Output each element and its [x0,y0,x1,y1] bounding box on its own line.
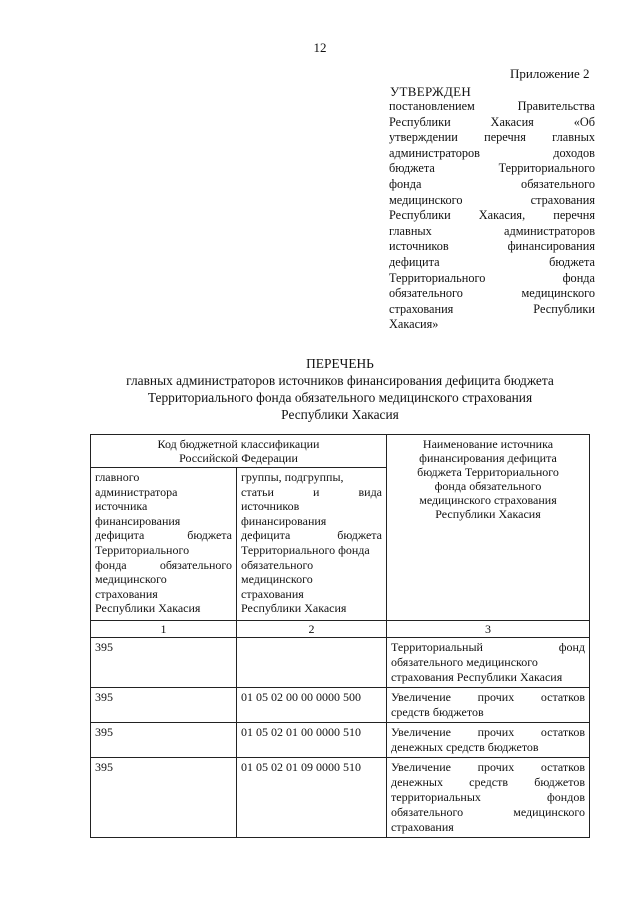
table-row [91,638,590,688]
name-header-line: Республики Хакасия [435,507,541,521]
name-header-line: медицинского страхования [419,493,557,507]
decree-line: обязательного медицинского [389,286,595,301]
decree-line: главных администраторов [389,223,595,238]
source-name-line: территориальных фондов [391,790,585,804]
source-name-line: обязательного медицинского [391,805,585,819]
table-row [91,723,590,758]
decree-line: Хакасия» [389,317,439,332]
column-number: 3 [387,621,590,638]
admin-header-line: администратора [95,484,178,499]
group-header-line: Территориального фонда [241,542,370,557]
source-name-cell [387,758,590,838]
source-name-line: денежных средств бюджетов [391,740,539,754]
name-header [387,435,590,621]
source-name-cell [387,688,590,723]
source-name-line: обязательного медицинского [391,655,538,669]
name-header-line: фонда обязательного [434,479,542,493]
admin-header-line: страхования [95,586,158,601]
column-number-row [91,621,590,638]
source-name-line: Увеличение прочих остатков [391,690,585,704]
title-line: Территориального фонда обязательного медицинского страхования [147,390,533,405]
decree-line: дефицита бюджета [389,254,595,269]
name-header-line: бюджета Территориального [417,465,559,479]
admin-header-line: Территориального [95,542,190,557]
source-name-line: Увеличение прочих остатков [391,760,585,774]
group-header-line: обязательного [241,557,314,572]
table-row [91,688,590,723]
title-heading: ПЕРЕЧЕНЬ [306,356,374,371]
source-name-line: средств бюджетов [391,705,484,719]
admin-header-line: медицинского [95,572,167,587]
admin-header-line: Республики Хакасия [95,601,201,616]
group-header-line: дефицита бюджета [241,528,382,543]
group-header-line: финансирования [241,513,327,528]
group-header-line: страхования [241,586,304,601]
source-code-cell: 01 05 02 01 09 0000 510 [237,758,387,838]
group-header-line: медицинского [241,572,313,587]
decree-line: Республики Хакасия, перечня [389,208,595,223]
admin-header-line: фонда обязательного [95,557,232,572]
title-line: главных администраторов источников финансирования дефицита бюджета [126,373,554,388]
group-header [237,468,387,621]
source-name-line: страхования Республики Хакасия [391,670,563,684]
source-name-line: Территориальный фонд [391,640,585,654]
page-number: 12 [313,40,327,55]
source-name-cell [387,723,590,758]
decree-line: страхования Республики [389,301,595,316]
name-header-line: финансирования дефицита [419,451,557,465]
source-name-cell [387,638,590,688]
sources-table [90,434,590,838]
source-code-cell [237,638,387,688]
decree-line: Республики Хакасия «Об [389,114,595,129]
decree-line: Территориального фонда [389,270,595,285]
admin-code-cell: 395 [91,758,237,838]
group-header-line: источников [241,499,300,514]
admin-code-cell: 395 [91,638,237,688]
decree-line: постановлением Правительства [389,99,595,113]
admin-header-line: источника [95,499,148,514]
table-row [91,758,590,838]
decree-line: утверждении перечня главных [389,130,595,145]
title-line: Республики Хакасия [281,407,399,422]
decree-line: администраторов доходов [389,145,595,160]
admin-header-line: главного [95,470,140,484]
decree-line: источников финансирования [389,239,595,254]
column-number: 2 [237,621,387,638]
column-number: 1 [91,621,237,638]
admin-header-line: дефицита бюджета [95,528,232,543]
code-header [91,435,387,468]
group-header-line: группы, подгруппы, [241,470,344,484]
decree-line: бюджета Территориального [389,161,595,176]
admin-header-line: финансирования [95,513,181,528]
admin-header [91,468,237,621]
decree-text [389,99,595,333]
code-header-line: Код бюджетной классификации [157,437,320,451]
decree-line: фонда обязательного [389,176,595,191]
admin-code-cell: 395 [91,688,237,723]
source-code-cell: 01 05 02 00 00 0000 500 [237,688,387,723]
decree-line: медицинского страхования [389,192,595,207]
source-code-cell: 01 05 02 01 00 0000 510 [237,723,387,758]
group-header-line: Республики Хакасия [241,601,347,616]
source-name-line: страхования [391,820,454,834]
approved-label: УТВЕРЖДЕН [390,84,472,99]
group-header-line: статьи и вида [241,484,382,499]
code-header-line: Российской Федерации [179,451,298,465]
name-header-line: Наименование источника [422,437,554,451]
source-name-line: Увеличение прочих остатков [391,725,585,739]
source-name-line: денежных средств бюджетов [391,775,585,789]
admin-code-cell: 395 [91,723,237,758]
appendix-label: Приложение 2 [510,66,590,81]
document-title [90,355,590,423]
